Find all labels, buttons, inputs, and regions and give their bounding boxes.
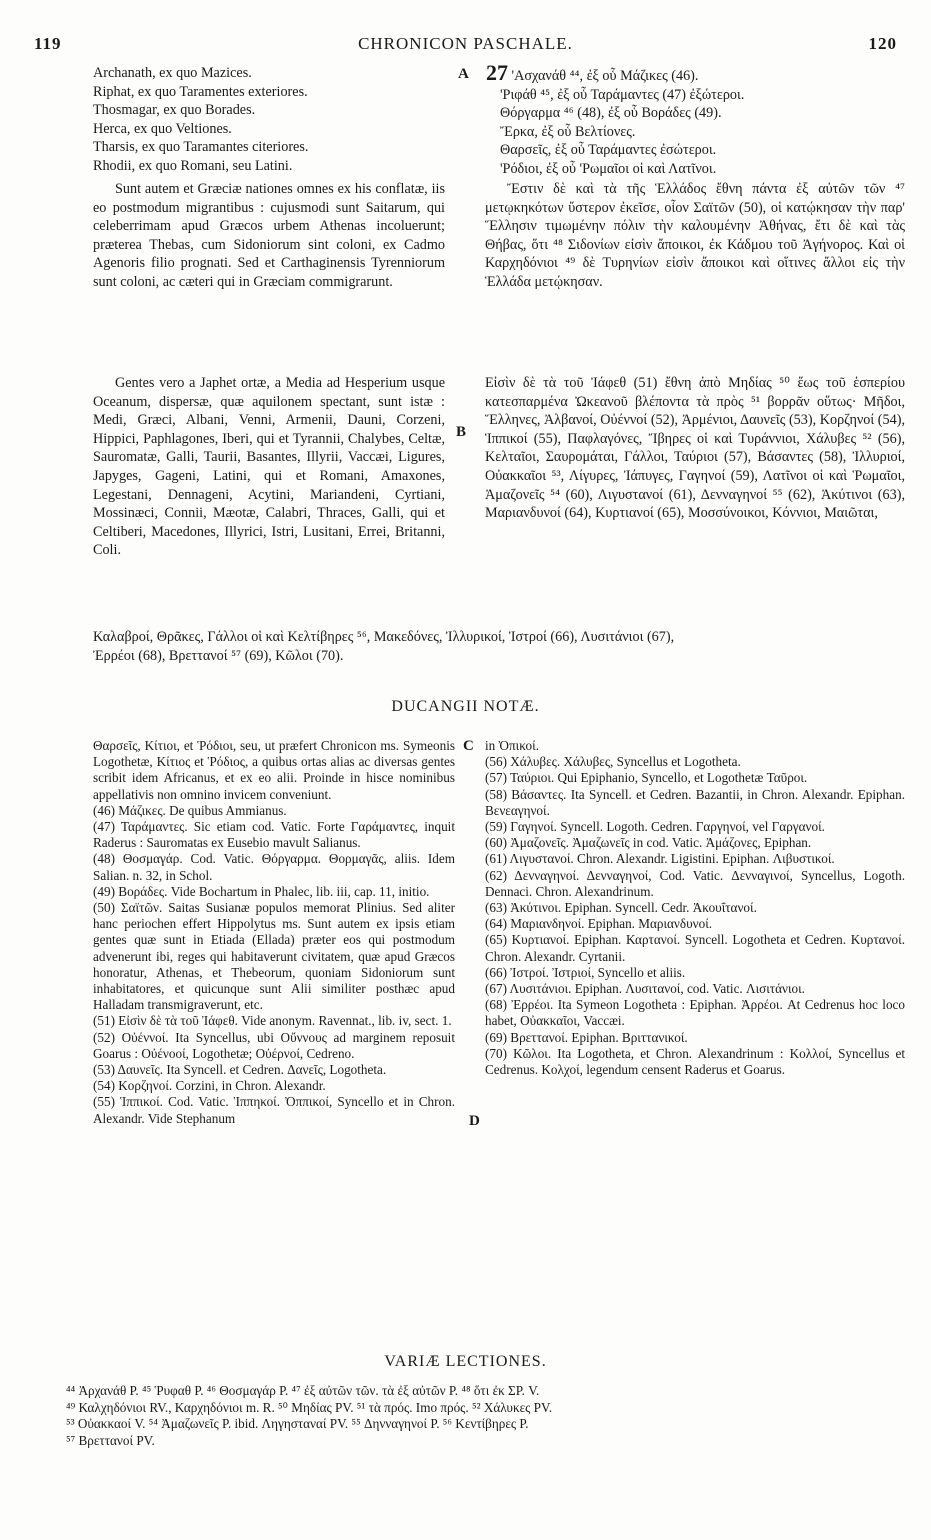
note-entry: (54) Κορζηνοί. Corzini, in Chron. Alexandr. [93,1078,326,1094]
note-entry: (51) Εἰσὶν δὲ τὰ τοῦ Ἰάφεθ. Vide anonym. Ravennat., lib. iv, sect. 1. [93,1013,452,1029]
note-entry: (53) Δαυνεῖς. Ita Syncell. et Cedren. Δανεῖς, Logotheta. [93,1062,387,1078]
note-entry: (50) Σαϊτῶν. Saitas Susianæ populos memorat Plinius. Sed aliter hanc periochen effert Hippolytus ms. Sunt autem ex ipsis etiam gentes quæ sunt in Etiada (Ellada) præter eos qui postmodum advenerunt ibi, reges qui habitaverunt civitatem, quæ apud Græcos honoratur, Athenas, et Thebeorum, quoniam Sidoniorum sunt inhabitatores, et quicunque sunt Alii similiter posthæc apud Halladam transmigraverunt, etc. [93,900,455,1013]
greek-genealogy-list [486,60,906,179]
note-entry: (48) Θοσμαγάρ. Cod. Vatic. Θόργαρμα. Θορμαγᾶς, aliis. Idem Salian. n. 32, in Schol. [93,851,455,883]
latin-list-line: Thosmagar, ex quo Borades. [93,102,256,119]
greek-paragraph: Εἰσὶν δὲ τὰ τοῦ Ἰάφεθ (51) ἔθνη ἀπὸ Μηδίας ⁵⁰ ἕως τοῦ ἑσπερίου κατεσπαρμένα Ὠκεανοῦ βλέποντα τὰ πρὸς ⁵¹ βορρᾶν οὕτως· Μῆδοι, Ἕλληνες, Ἀλβανοί, Οὐέννοί (52), Ἀρμένιοι, Δαυνεῖς (53), Κορζηνοί (54), Ἱππικοί (55), Παφλαγόνες, Ἴβηρες οἱ καὶ Τυράννιοι, Χάλυβες ⁵² (56), Κελταῖοι, Σαυρομάται, Γάλλοι, Ταύριοι (57), Βάσαντες (58), Ἰλλυριοί, Οὐακκαῖοι ⁵³, Λίγυρες, Ἰάπυγες, Γαγηνοί (59), Λατῖνοι οἱ καὶ Ῥωμαῖοι, Ἀμαζονεῖς ⁵⁴ (60), Λιγυστανοί (61), Δενναγηνοί ⁵⁵ (62), Ἀκύτινοι (63), Μαριανδυνοί (64), Κυρτιανοί (65), Μοσσύνοικοι, Κόννιοι, Μαιῶται, [485,375,905,522]
note-entry: (68) Ἐρρέοι. Ita Symeon Logotheta : Epiphan. Ἀρρέοι. At Cedrenus hoc loco habet, Οὐακκαῖοι, Vaccæi. [485,997,905,1029]
running-head [34,34,897,56]
note-entry: (62) Δενναγηνοί. Δενναγηνοί, Cod. Vatic. Δενναγινοί, Syncellus, Logoth. Dennaci. Chron. Alexandrinum. [485,867,905,899]
variae-line: ⁴⁹ Καλχηδόνιοι RV., Καρχηδόνιοι m. R. ⁵⁰ Μηδίας PV. ⁵¹ τὰ πρός. Imo πρός. ⁵² Χάλυκες PV. [66,1399,553,1415]
note-entry: (64) Μαριανδηνοί. Epiphan. Μαριανδυνοί. [485,916,713,932]
note-entry: (46) Μάζικες. De quibus Ammianus. [93,802,287,818]
latin-paragraph: Gentes vero a Japhet ortæ, a Media ad Hesperium usque Oceanum, dispersæ, quæ aquilonem spectant, sunt istæ : Medi, Græci, Albani, Venni, Armenii, Dauni, Corzeni, Hippici, Paphlagones, Iberi, qui et Tyrannii, Chalybes, Celtæ, Sauromatæ, Galli, Taurii, Basantes, Illyrii, Vaccæi, Ligures, Japyges, Gageni, Latini, qui et Romani, Amaxones, Legestani, Dennageni, Acytini, Mariandeni, Cyrtiani, Mossinæci, Connii, Mæotæ, Calabri, Thraces, Galli, qui et Celtiberi, Macedones, Illyrici, Istri, Lusitani, Errei, Britanni, Coli. [93,375,445,559]
variae-heading: VARIÆ LECTIONES. [384,1353,547,1370]
section-number: 27 [486,60,508,85]
note-entry: (65) Κυρτιανοί. Epiphan. Καρτανοί. Syncell. Logotheta et Cedren. Κυρτανοί. Chron. Alexandr. Cyrtanii. [485,932,905,964]
latin-paragraph: Sunt autem et Græciæ nationes omnes ex his conflatæ, iis eo postmodum migrantibus : cujusmodi sunt Saitarum, qui celeberrimam apud Græcos urbem Athenas incoluerunt; præterea Thebas, cum Sidoniorum sint coloni, ex Cadmo Agenoris filio prognati. Sed et Carthaginensis Tyrenniorum sunt coloni, ac cæteri qui in Græciam commigrarunt. [93,181,445,290]
variae-line: ⁵³ Οὐακκαοί V. ⁵⁴ Ἀμαζωνεῖς P. ibid. Ληγησταναί PV. ⁵⁵ Δηνναγηνοί P. ⁵⁶ Κεντίβηρες P. [66,1416,529,1432]
variae-lectiones-block [66,1383,901,1449]
note-entry: (61) Λιγυστανοί. Chron. Alexandr. Ligistini. Epiphan. Λιβυστικοί. [485,851,835,867]
greek-column-paragraph-1 [485,180,905,292]
latin-genealogy-list [93,64,438,176]
greek-column-paragraph-2 [485,374,905,523]
greek-list-line: 'Ρόδιοι, ἐξ οὗ 'Ρωμαῖοι οἱ καὶ Λατῖνοι. [500,160,717,177]
margin-marker-a: A [458,66,469,82]
note-entry: (57) Ταύριοι. Qui Epiphanio, Syncello, et Logothetæ Ταῦροι. [485,770,808,786]
greek-list-line [486,60,906,86]
greek-list-line: Θαρσεῖς, ἐξ οὗ Ταράμαντες ἐσώτεροι. [500,142,717,159]
latin-list-line: Riphat, ex quo Taramentes exteriores. [93,83,308,100]
greek-list-line: 'Ριφάθ ⁴⁵, ἐξ οὗ Ταράμαντες (47) ἐξώτεροι. [500,86,745,103]
note-entry: in Ὀπικοί. [485,738,539,753]
note-entry: (66) Ἰστροί. Ἰστριοί, Syncello et aliis. [485,964,686,980]
margin-marker-b: B [456,424,467,440]
margin-marker-c: C [463,738,474,754]
note-entry: (55) Ἱππικοί. Cod. Vatic. Ἱππηκοί. Ὀππικοί, Syncello et in Chron. Alexandr. Vide Stephanum [93,1094,455,1126]
greek-paragraph: Ἔστιν δὲ καὶ τὰ τῆς Ἑλλάδος ἔθνη πάντα ἐξ αὐτῶν τῶν ⁴⁷ μετῳκηκότων ὕστερον ἐκεῖσε, οἷον Σαϊτῶν (50), οἱ κατῴκησαν τὴν παρ' Ἕλλησιν τιμωμένην πόλιν τὴν καλουμένην Ἀθήνας, ἔτι δὲ καὶ τὰς Θήβας, ὅτι ⁴⁸ Σιδονίων εἰσὶν ἄποικοι, ἐκ Κάδμου τοῦ Ἀγήνορος. Καὶ οἱ Καρχηδόνιοι ⁴⁹ δὲ Τυρηνίων εἰσὶν ἄποικοι καὶ οἵτινες ἄλλοι εἰς τὴν Ἑλλάδα μετῴκησαν. [485,181,905,290]
note-entry: (60) Ἀμαζονεῖς. Ἀμαζωνεῖς in cod. Vatic. Ἀμάζονες, Epiphan. [485,835,812,851]
latin-column-paragraph-1 [93,180,445,292]
page-number-left: 119 [34,34,62,53]
note-entry: (47) Ταράμαντες. Sic etiam cod. Vatic. Forte Γαράμαντες, inquit Raderus : Sauromatas ex Eusebio mavult Salianus. [93,819,455,851]
notes-left-column [93,738,455,1127]
margin-marker-d: D [469,1113,480,1129]
note-entry: (58) Βάσαντες. Ita Syncell. et Cedren. Bazantii, in Chron. Alexandr. Epiphan. Βενεαγηνοί. [485,786,905,818]
latin-list-line: Herca, ex quo Veltiones. [93,120,232,137]
latin-list-line: Rhodii, ex quo Romani, seu Latini. [93,157,293,174]
greek-list-line: Θόργαρμα ⁴⁶ (48), ἐξ οὗ Βοράδες (49). [500,105,722,122]
note-entry: (49) Βοράδες. Vide Bochartum in Phalec, lib. iii, cap. 11, initio. [93,883,430,899]
page-title: CHRONICON PASCHALE. [358,34,573,53]
note-entry: (59) Γαγηνοί. Syncell. Logoth. Cedren. Γαργηνοί, vel Γαργανοί. [485,819,825,835]
notes-right-column [485,738,905,1078]
variae-line: ⁴⁴ Ἀρχανάθ P. ⁴⁵ Ῥυφαθ P. ⁴⁶ Θοσμαγάρ P. ⁴⁷ ἐξ αὐτῶν τῶν. τὰ ἐξ αὐτῶν P. ⁴⁸ ὅτι ἐκ ΣΡ. V. [66,1383,540,1398]
greek-fullwidth-continuation [93,628,891,665]
note-entry: (69) Βρεττανοί. Epiphan. Βριττανικοί. [485,1029,688,1045]
latin-list-line: Tharsis, ex quo Taramantes citeriores. [93,139,309,156]
greek-list-text: 'Ασχανάθ ⁴⁴, ἐξ οὗ Μάζικες (46). [511,68,699,84]
greek-fullwidth-line: Καλαβροί, Θρᾶκες, Γάλλοι οἱ καὶ Κελτίβηρες ⁵⁶, Μακεδόνες, Ἰλλυρικοί, Ἰστροί (66), Λυσιτάνιοι (67), [93,629,675,645]
greek-list-line: Ἔρκα, ἐξ οὗ Βελτίονες. [500,123,636,140]
latin-list-line: Archanath, ex quo Mazices. [93,65,252,81]
note-entry: Θαρσεῖς, Κίτιοι, et Ῥόδιοι, seu, ut præfert Chronicon ms. Symeonis Logothetæ, Κίτιος et Ῥόδιος, a quibus ortas alias ac diversas gentes scribit idem Africanus, et ex eo alii. Proinde in hisce nominibus appellativis non omnino invicem conveniunt. [93,738,455,802]
note-entry: (63) Ἀκύτινοι. Epiphan. Syncell. Cedr. Ἀκουΐτανοί. [485,900,757,916]
greek-fullwidth-line: Ἐρρέοι (68), Βρεττανοί ⁵⁷ (69), Κῶλοι (70). [93,647,344,664]
note-entry: (52) Οὐέννοί. Ita Syncellus, ubi Οὔννους ad marginem reposuit Goarus : Οὐένοοί, Logothetæ; Οὐέρνοί, Cedreno. [93,1029,455,1061]
page-number-right: 120 [868,34,897,53]
variae-line: ⁵⁷ Βρεττανοί PV. [66,1432,155,1448]
note-entry: (67) Λυσιτάνιοι. Epiphan. Λυσιτανοί, cod. Vatic. Λισιτάνιοι. [485,981,805,997]
notes-heading: DUCANGII NOTÆ. [391,698,540,715]
note-entry: (56) Χάλυβες. Χάλυβες, Syncellus et Logotheta. [485,754,741,770]
note-entry: (70) Κῶλοι. Ita Logotheta, et Chron. Alexandrinum : Κολλοί, Syncellus et Cedrenus. Κολχοί, legendum censent Raderus et Goarus. [485,1045,905,1078]
latin-column-paragraph-2 [93,374,445,560]
